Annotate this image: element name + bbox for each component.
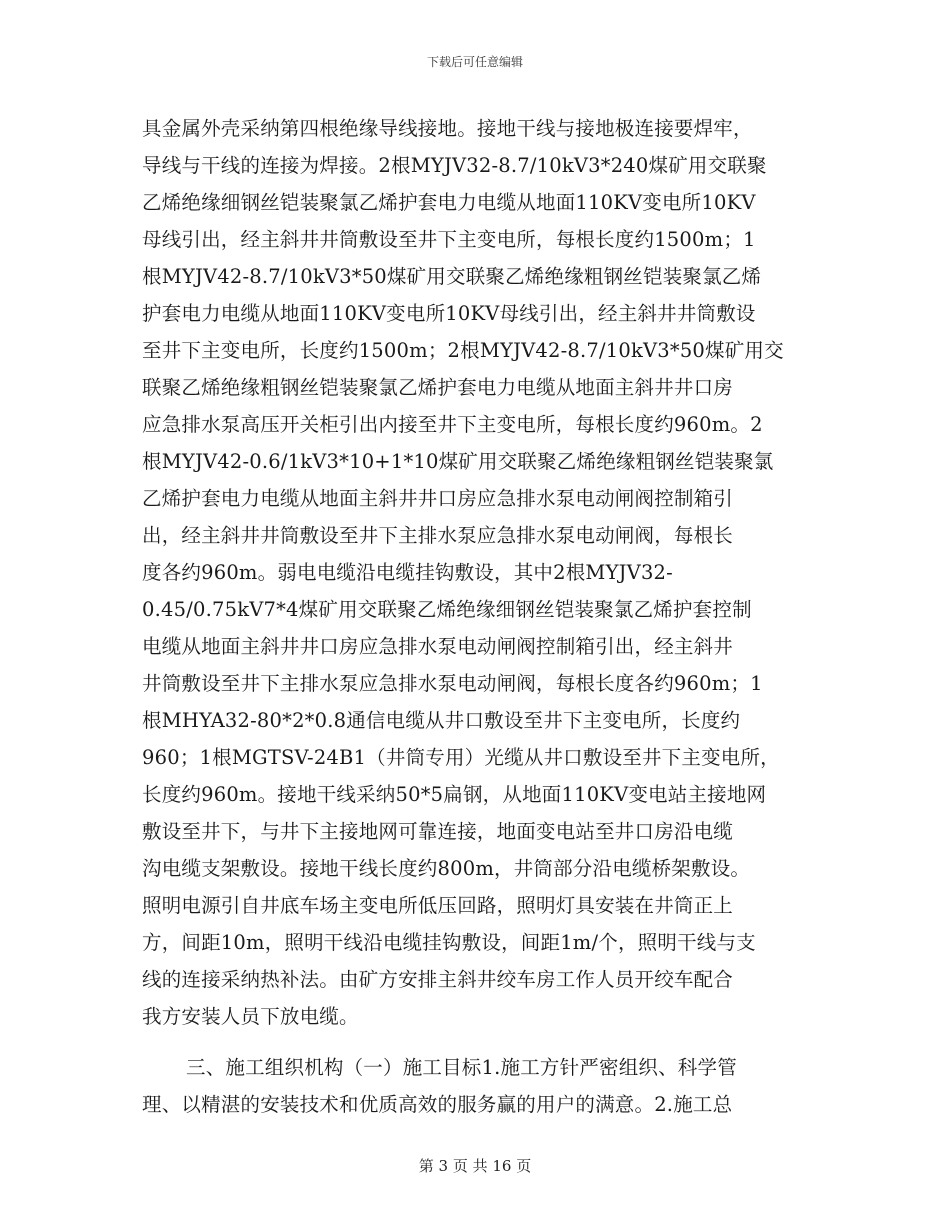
body-line: 960；1根MGTSV-24B1（井筒专用）光缆从井口敷设至井下主变电所， [142, 746, 780, 769]
body-line: 出，经主斜井井筒敷设至井下主排水泵应急排水泵电动闸阀，每根长 [142, 524, 734, 547]
body-line: 敷设至井下，与井下主接地网可靠连接，地面变电站至井口房沿电缆 [142, 820, 734, 843]
body-line: 度各约960m。弱电电缆沿电缆挂钩敷设，其中2根MYJV32- [142, 561, 673, 584]
body-line: 电缆从地面主斜井井口房应急排水泵电动闸阀控制箱引出，经主斜井 [142, 635, 734, 658]
body-line: 导线与干线的连接为焊接。2根MYJV32-8.7/10kV3*240煤矿用交联聚 [142, 154, 767, 177]
section-heading-line: 三、施工组织机构（一）施工目标1.施工方针严密组织、科学管 [186, 1056, 737, 1079]
page-number-footer: 第 3 页 共 16 页 [418, 1157, 532, 1175]
body-line: 具金属外壳采纳第四根绝缘导线接地。接地干线与接地极连接要焊牢， [142, 117, 753, 140]
body-line: 根MYJV42-8.7/10kV3*50煤矿用交联聚乙烯绝缘粗钢丝铠装聚氯乙烯 [142, 265, 762, 288]
document-body [142, 110, 806, 1123]
body-line: 乙烯护套电力电缆从地面主斜井井口房应急排水泵电动闸阀控制箱引 [142, 487, 734, 510]
body-line: 我方安装人员下放电缆。 [142, 1005, 359, 1028]
body-line: 母线引出，经主斜井井筒敷设至井下主变电所，每根长度约1500m；1 [142, 228, 756, 251]
paragraph-gap [142, 1035, 806, 1049]
body-line: 方，间距10m，照明干线沿电缆挂钩敷设，间距1m/个，照明干线与支 [142, 931, 756, 954]
body-line: 长度约960m。接地干线采纳50*5扁钢，从地面110KV变电站主接地网 [142, 783, 767, 806]
body-line: 沟电缆支架敷设。接地干线长度约800m，井筒部分沿电缆桥架敷设。 [142, 857, 751, 880]
body-line: 根MHYA32-80*2*0.8通信电缆从井口敷设至井下主变电所，长度约 [142, 709, 741, 732]
page-header: 下载后可任意编辑 [426, 55, 523, 69]
body-line: 乙烯绝缘细钢丝铠装聚氯乙烯护套电力电缆从地面110KV变电所10KV [142, 191, 756, 214]
body-line: 至井下主变电所，长度约1500m；2根MYJV42-8.7/10kV3*50煤矿用交 [142, 339, 784, 362]
body-line: 线的连接采纳热补法。由矿方安排主斜井绞车房工作人员开绞车配合 [142, 968, 734, 991]
body-line: 根MYJV42-0.6/1kV3*10+1*10煤矿用交联聚乙烯绝缘粗钢丝铠装聚氯 [142, 450, 774, 473]
body-line: 0.45/0.75kV7*4煤矿用交联聚乙烯绝缘细钢丝铠装聚氯乙烯护套控制 [142, 598, 752, 621]
section-line: 理、以精湛的安装技术和优质高效的服务赢的用户的满意。2.施工总 [142, 1093, 733, 1116]
body-line: 联聚乙烯绝缘粗钢丝铠装聚氯乙烯护套电力电缆从地面主斜井井口房 [142, 376, 734, 399]
body-line: 井筒敷设至井下主排水泵应急排水泵电动闸阀，每根长度各约960m；1 [142, 672, 763, 695]
body-line: 应急排水泵高压开关柜引出内接至井下主变电所，每根长度约960m。2 [142, 413, 763, 436]
body-line: 照明电源引自井底车场主变电所低压回路，照明灯具安装在井筒正上 [142, 894, 734, 917]
body-line: 护套电力电缆从地面110KV变电所10KV母线引出，经主斜井井筒敷设 [142, 302, 756, 325]
